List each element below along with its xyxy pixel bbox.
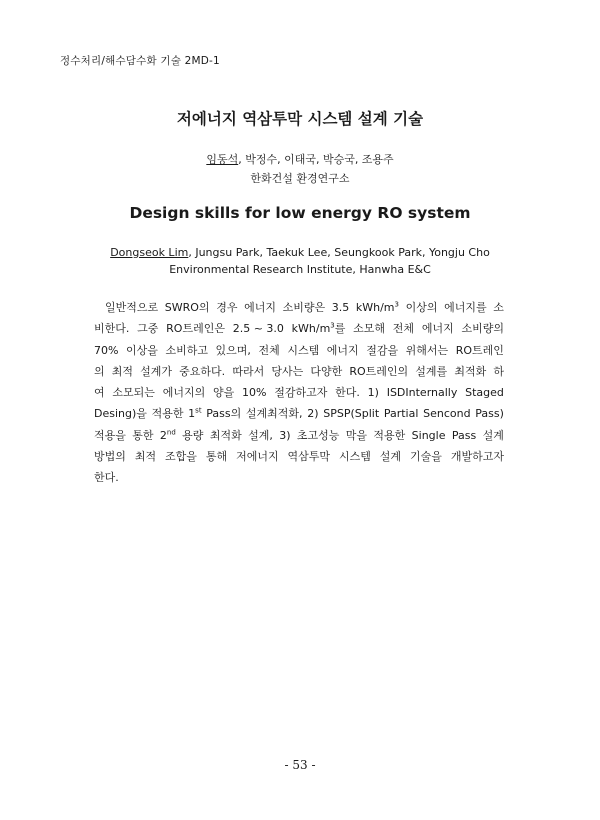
coauthors-ko: , 박정수, 이태국, 박승국, 조용주 [238, 153, 394, 166]
presenting-author-en: Dongseok Lim [110, 246, 189, 259]
abstract-line: 일반적으로 SWRO의 경우 에너지 소비량은 3.5 kWh/$m^3$ 이상의 에너지를 소 [105, 300, 504, 314]
korean-authors [0, 151, 600, 167]
coauthors-en: , Jungsu Park, Taekuk Lee, Seungkook Park, Yongju Cho [188, 246, 490, 259]
korean-affiliation: 한화건설 환경연구소 [250, 172, 350, 185]
abstract-line: 비한다. 그중 RO트레인은 2.5 ~ 3.0 kWh/$m^3$를 소모해 전체 에너지 소비량의 [94, 321, 504, 336]
abstract-body [94, 297, 504, 489]
abstract-line: Desing)을 적용한 1st Pass의 설계최적화, 2) SPSP(Split Partial Sencond Pass) [94, 406, 504, 421]
abstract-line: 한다. [94, 471, 119, 485]
korean-title: 저에너지 역삼투막 시스템 설계 기술 [176, 110, 424, 128]
english-authors [0, 246, 600, 259]
english-affiliation: Environmental Research Institute, Hanwha E&C [169, 263, 431, 276]
abstract-line: 70% 이상을 소비하고 있으며, 전체 시스템 에너지 절감을 위해서는 RO트레인 [94, 343, 504, 357]
abstract-line: 의 최적 설계가 중요하다. 따라서 당사는 다양한 RO트레인의 설계를 최적화 하 [94, 364, 504, 378]
page-number: - 53 - [284, 758, 316, 772]
presenting-author-ko: 임동석 [206, 153, 239, 166]
session-tag: 정수처리/해수담수화 기술 2MD-1 [60, 55, 220, 67]
english-title: Design skills for low energy RO system [129, 204, 471, 222]
abstract-line: 여 소모되는 에너지의 양을 10% 절감하고자 한다. 1) ISDInternally Staged [94, 386, 504, 400]
abstract-line: 방법의 최적 조합을 통해 저에너지 역삼투막 시스템 설계 기술을 개발하고자 [94, 450, 504, 464]
abstract-line: 적용을 통한 2nd 용량 최적화 설계, 3) 초고성능 막을 적용한 Single Pass 설계 [94, 428, 504, 442]
